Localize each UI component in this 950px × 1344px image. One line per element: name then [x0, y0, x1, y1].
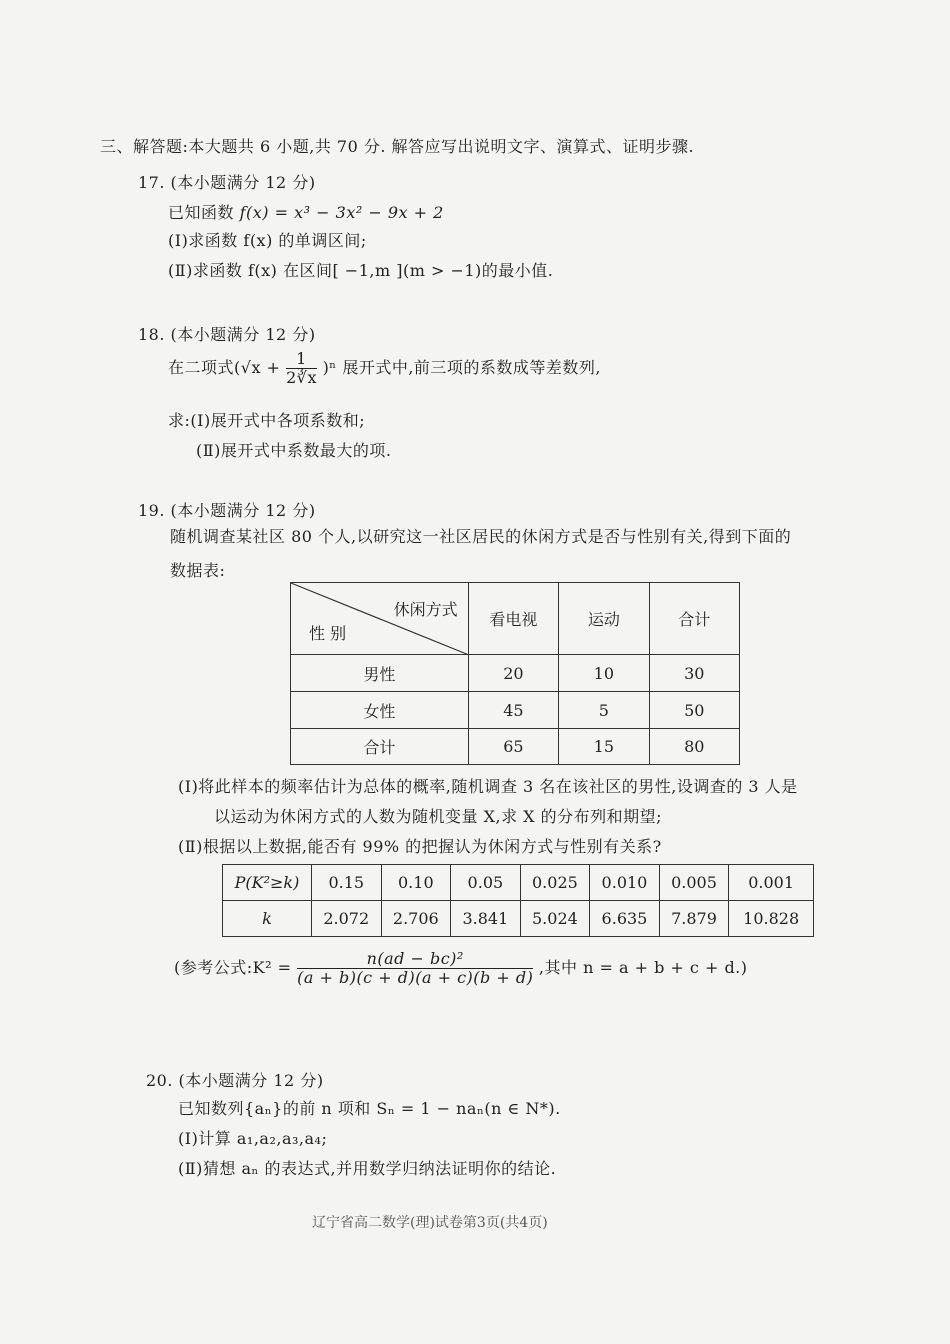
corner-top-label: 休闲方式: [393, 600, 458, 619]
table-header-row: [291, 583, 740, 655]
q17-part1: (Ⅰ)求函数 f(x) 的单调区间;: [168, 231, 367, 250]
table-cell: 0.025: [520, 865, 590, 901]
formula-numerator: n(ad − bc)²: [297, 950, 533, 969]
table-cell: 3.841: [451, 901, 521, 937]
table-cell: 10.828: [729, 901, 814, 937]
q19-title: [138, 498, 316, 521]
table-cell: 45: [468, 692, 558, 729]
table-cell: 20: [468, 655, 558, 692]
corner-bottom-label: 性 别: [309, 624, 347, 643]
q18-fraction: [286, 350, 317, 387]
table-cell: 15: [559, 729, 649, 765]
table-row: [223, 865, 814, 901]
table-cell: 2.072: [312, 901, 382, 937]
row-label: 男性: [291, 655, 469, 692]
page-footer: 辽宁省高二数学(理)试卷第3页(共4页): [312, 1215, 548, 1231]
table-cell: 65: [468, 729, 558, 765]
table-cell: 5.024: [520, 901, 590, 937]
q18-frac-den: 2∛x: [286, 368, 317, 387]
q17-score: (本小题满分 12 分): [170, 173, 316, 192]
header-cell: 看电视: [468, 583, 558, 655]
q20-title: [146, 1068, 324, 1091]
q18-stem: [168, 350, 601, 387]
q19-part1-line2: 以运动为休闲方式的人数为随机变量 X,求 X 的分布列和期望;: [214, 807, 663, 826]
q18-part2: (Ⅱ)展开式中系数最大的项.: [196, 441, 392, 460]
q19-score: (本小题满分 12 分): [170, 501, 316, 520]
q19-reference-formula: [174, 950, 748, 987]
q18-title: [138, 322, 316, 345]
q19-part2: (Ⅱ)根据以上数据,能否有 99% 的把握认为休闲方式与性别有关系?: [178, 837, 662, 856]
q20-stem: 已知数列{aₙ}的前 n 项和 Sₙ = 1 − naₙ(n ∈ N*).: [178, 1099, 561, 1118]
q18-stem-prefix: 在二项式(√x +: [168, 358, 281, 377]
q20-score: (本小题满分 12 分): [178, 1071, 324, 1090]
table-cell: 0.005: [659, 865, 729, 901]
formula-fraction: [297, 950, 533, 987]
table-row: [291, 692, 740, 729]
table-cell: 80: [649, 729, 739, 765]
header-cell: 合计: [649, 583, 739, 655]
section-header: 三、解答题:本大题共 6 小题,共 70 分. 解答应写出说明文字、演算式、证明步骤.: [100, 137, 695, 156]
q20-part2: (Ⅱ)猜想 aₙ 的表达式,并用数学归纳法证明你的结论.: [178, 1159, 557, 1178]
table-cell: 30: [649, 655, 739, 692]
table-cell: 0.05: [451, 865, 521, 901]
formula-suffix: ,其中 n = a + b + c + d.): [538, 958, 748, 977]
q20-number: 20.: [146, 1071, 173, 1090]
row-label: k: [223, 901, 312, 937]
header-cell: 运动: [559, 583, 649, 655]
table-cell: 0.010: [590, 865, 660, 901]
q19-number: 19.: [138, 501, 165, 520]
table-cell: 2.706: [381, 901, 451, 937]
q17-title: [138, 170, 316, 193]
q20-part1: (Ⅰ)计算 a₁,a₂,a₃,a₄;: [178, 1129, 328, 1148]
table-cell: 7.879: [659, 901, 729, 937]
table-row: [291, 729, 740, 765]
table-row: [223, 901, 814, 937]
row-label: 合计: [291, 729, 469, 765]
critical-value-table: [222, 864, 814, 937]
row-label: 女性: [291, 692, 469, 729]
q17-number: 17.: [138, 173, 165, 192]
table-cell: 5: [559, 692, 649, 729]
q17-part2: (Ⅱ)求函数 f(x) 在区间[ −1,m ](m > −1)的最小值.: [168, 261, 554, 280]
table-cell: 50: [649, 692, 739, 729]
contingency-table: [290, 582, 740, 765]
table-cell: 6.635: [590, 901, 660, 937]
q17-stem-prefix: 已知函数: [168, 203, 235, 222]
q19-stem-line1: 随机调查某社区 80 个人,以研究这一社区居民的休闲方式是否与性别有关,得到下面的: [170, 527, 792, 546]
formula-prefix: (参考公式:K² =: [174, 958, 292, 977]
q19-part1-line1: (Ⅰ)将此样本的频率估计为总体的概率,随机调查 3 名在该社区的男性,设调查的 3 人是: [178, 777, 798, 796]
q18-score: (本小题满分 12 分): [170, 325, 316, 344]
table-row: [291, 655, 740, 692]
q17-stem: [168, 200, 444, 223]
table-corner-cell: [291, 583, 469, 655]
row-label: P(K²≥k): [223, 865, 312, 901]
q18-part1: 求:(Ⅰ)展开式中各项系数和;: [168, 411, 366, 430]
table-cell: 10: [559, 655, 649, 692]
formula-denominator: (a + b)(c + d)(a + c)(b + d): [297, 968, 534, 987]
q18-number: 18.: [138, 325, 165, 344]
q19-stem-line2: 数据表:: [170, 561, 226, 580]
q18-frac-num: 1: [286, 350, 317, 369]
table-cell: 0.10: [381, 865, 451, 901]
table-cell: 0.15: [312, 865, 382, 901]
table-cell: 0.001: [729, 865, 814, 901]
q18-stem-suffix: )ⁿ 展开式中,前三项的系数成等差数列,: [322, 358, 601, 377]
q17-stem-formula: f(x) = x³ − 3x² − 9x + 2: [239, 203, 444, 222]
